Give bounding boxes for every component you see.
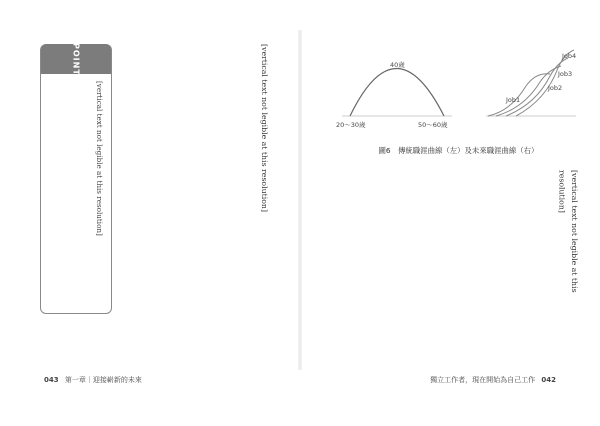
peak-label: 40歲 [390, 61, 405, 69]
right-body-text: [vertical text not legible at this resolution] [557, 170, 579, 293]
start-age-label: 20～30歲 [336, 121, 366, 129]
point-title: POINT [41, 44, 111, 74]
point-text: [vertical text not legible at this resolution] [95, 81, 104, 236]
curve-diagram [336, 46, 581, 146]
right-page-number: 042 [541, 376, 556, 384]
end-age-label: 50～60歲 [418, 121, 448, 129]
left-chapter-title: 第一章｜迎接嶄新的未來 [64, 376, 142, 384]
left-body-text: [vertical text not legible at this resolution] [260, 44, 269, 212]
job1-label: Job1 [506, 96, 521, 104]
left-page-number: 043 [44, 376, 59, 384]
traditional-curve [350, 69, 444, 117]
right-footer [430, 375, 560, 385]
job4-label: Job4 [562, 52, 577, 60]
job2-label: Job2 [548, 84, 563, 92]
left-footer [40, 375, 142, 385]
point-box [40, 44, 112, 314]
job3-label: Job3 [558, 70, 573, 78]
right-running-title: 獨立工作者，現在開始為自己工作 [430, 376, 536, 384]
figure-caption: 圖6 傳統職涯曲線（左）及未來職涯曲線（右） [378, 146, 539, 155]
